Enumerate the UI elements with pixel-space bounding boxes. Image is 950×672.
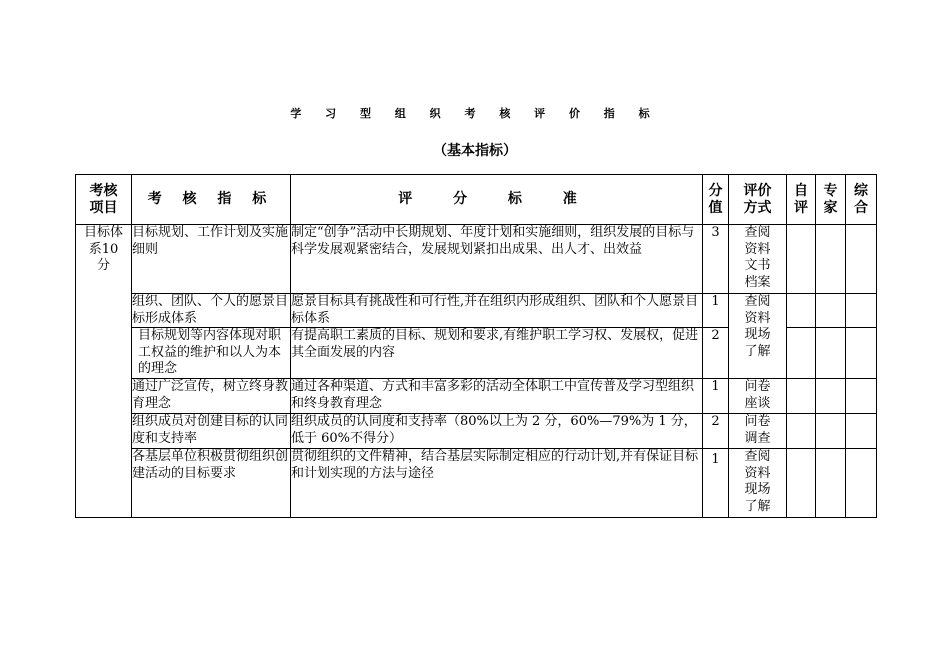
indicator-cell: 组织成员对创建目标的认同度和支持率 <box>132 414 291 449</box>
expert-eval-cell[interactable] <box>816 328 846 379</box>
table-row <box>76 379 877 414</box>
self-eval-cell[interactable] <box>787 225 816 294</box>
score-cell: 1 <box>703 379 729 414</box>
indicator-cell: 目标规划、工作计划及实施细则 <box>132 225 291 294</box>
method-cell: 查阅资料现场了解 <box>729 294 787 379</box>
expert-eval-cell[interactable] <box>816 449 846 518</box>
table-header-row <box>76 175 877 225</box>
header-method: 评价方式 <box>729 175 787 225</box>
self-eval-cell[interactable] <box>787 414 816 449</box>
method-cell: 查阅资料现场了解 <box>729 449 787 518</box>
overall-eval-cell[interactable] <box>846 328 877 379</box>
self-eval-cell[interactable] <box>787 294 816 328</box>
standard-cell: 愿景目标具有挑战性和可行性,并在组织内形成组织、团队和个人愿景目标体系 <box>291 294 703 328</box>
indicator-cell: 组织、团队、个人的愿景目标形成体系 <box>132 294 291 328</box>
header-expert: 专家 <box>816 175 846 225</box>
overall-eval-cell[interactable] <box>846 294 877 328</box>
standard-cell: 贯彻组织的文件精神，结合基层实际制定相应的行动计划,并有保证目标和计划实现的方法与途径 <box>291 449 703 518</box>
indicator-cell: 各基层单位积极贯彻组织创建活动的目标要求 <box>132 449 291 518</box>
score-cell: 1 <box>703 449 729 518</box>
document-title: 学 习 型 组 织 考 核 评 价 指 标 <box>290 107 660 120</box>
method-cell: 问卷调查 <box>729 414 787 449</box>
indicator-cell: 通过广泛宣传，树立终身教育理念 <box>132 379 291 414</box>
score-cell: 2 <box>703 328 729 379</box>
method-cell: 查阅资料文书档案 <box>729 225 787 294</box>
standard-cell: 制定“创争”活动中长期规划、年度计划和实施细则，组织发展的目标与科学发展观紧密结合，发展规划紧扣出成果、出人才、出效益 <box>291 225 703 294</box>
self-eval-cell[interactable] <box>787 449 816 518</box>
overall-eval-cell[interactable] <box>846 225 877 294</box>
category-cell: 目标体系10分 <box>76 225 132 518</box>
document-subtitle: （基本指标） <box>433 143 517 159</box>
indicator-cell <box>132 328 291 379</box>
expert-eval-cell[interactable] <box>816 225 846 294</box>
method-cell: 问卷座谈 <box>729 379 787 414</box>
standard-cell: 组织成员的认同度和支持率（80%以上为 2 分，60%—79%为 1 分，低于 60%不得分） <box>291 414 703 449</box>
expert-eval-cell[interactable] <box>816 414 846 449</box>
evaluation-table <box>75 174 877 518</box>
score-cell: 3 <box>703 225 729 294</box>
table-row <box>76 225 877 294</box>
header-indicator: 考 核 指 标 <box>132 175 291 225</box>
overall-eval-cell[interactable] <box>846 449 877 518</box>
header-category: 考核项目 <box>76 175 132 225</box>
overall-eval-cell[interactable] <box>846 379 877 414</box>
expert-eval-cell[interactable] <box>816 294 846 328</box>
score-cell: 2 <box>703 414 729 449</box>
header-overall: 综合 <box>846 175 877 225</box>
table-row <box>76 414 877 449</box>
table-row <box>76 449 877 518</box>
table-row <box>76 294 877 328</box>
score-cell: 1 <box>703 294 729 328</box>
self-eval-cell[interactable] <box>787 379 816 414</box>
header-standard: 评 分 标 准 <box>291 175 703 225</box>
standard-cell: 通过各种渠道、方式和丰富多彩的活动全体职工中宣传普及学习型组织和终身教育理念 <box>291 379 703 414</box>
header-score: 分值 <box>703 175 729 225</box>
self-eval-cell[interactable] <box>787 328 816 379</box>
header-self: 自评 <box>787 175 816 225</box>
standard-cell: 有提高职工素质的目标、规划和要求,有维护职工学习权、发展权，促进其全面发展的内容 <box>291 328 703 379</box>
overall-eval-cell[interactable] <box>846 414 877 449</box>
expert-eval-cell[interactable] <box>816 379 846 414</box>
indicator-text: 目标规划等内容体现对职工权益的维护和以人为本的理念 <box>138 328 282 376</box>
